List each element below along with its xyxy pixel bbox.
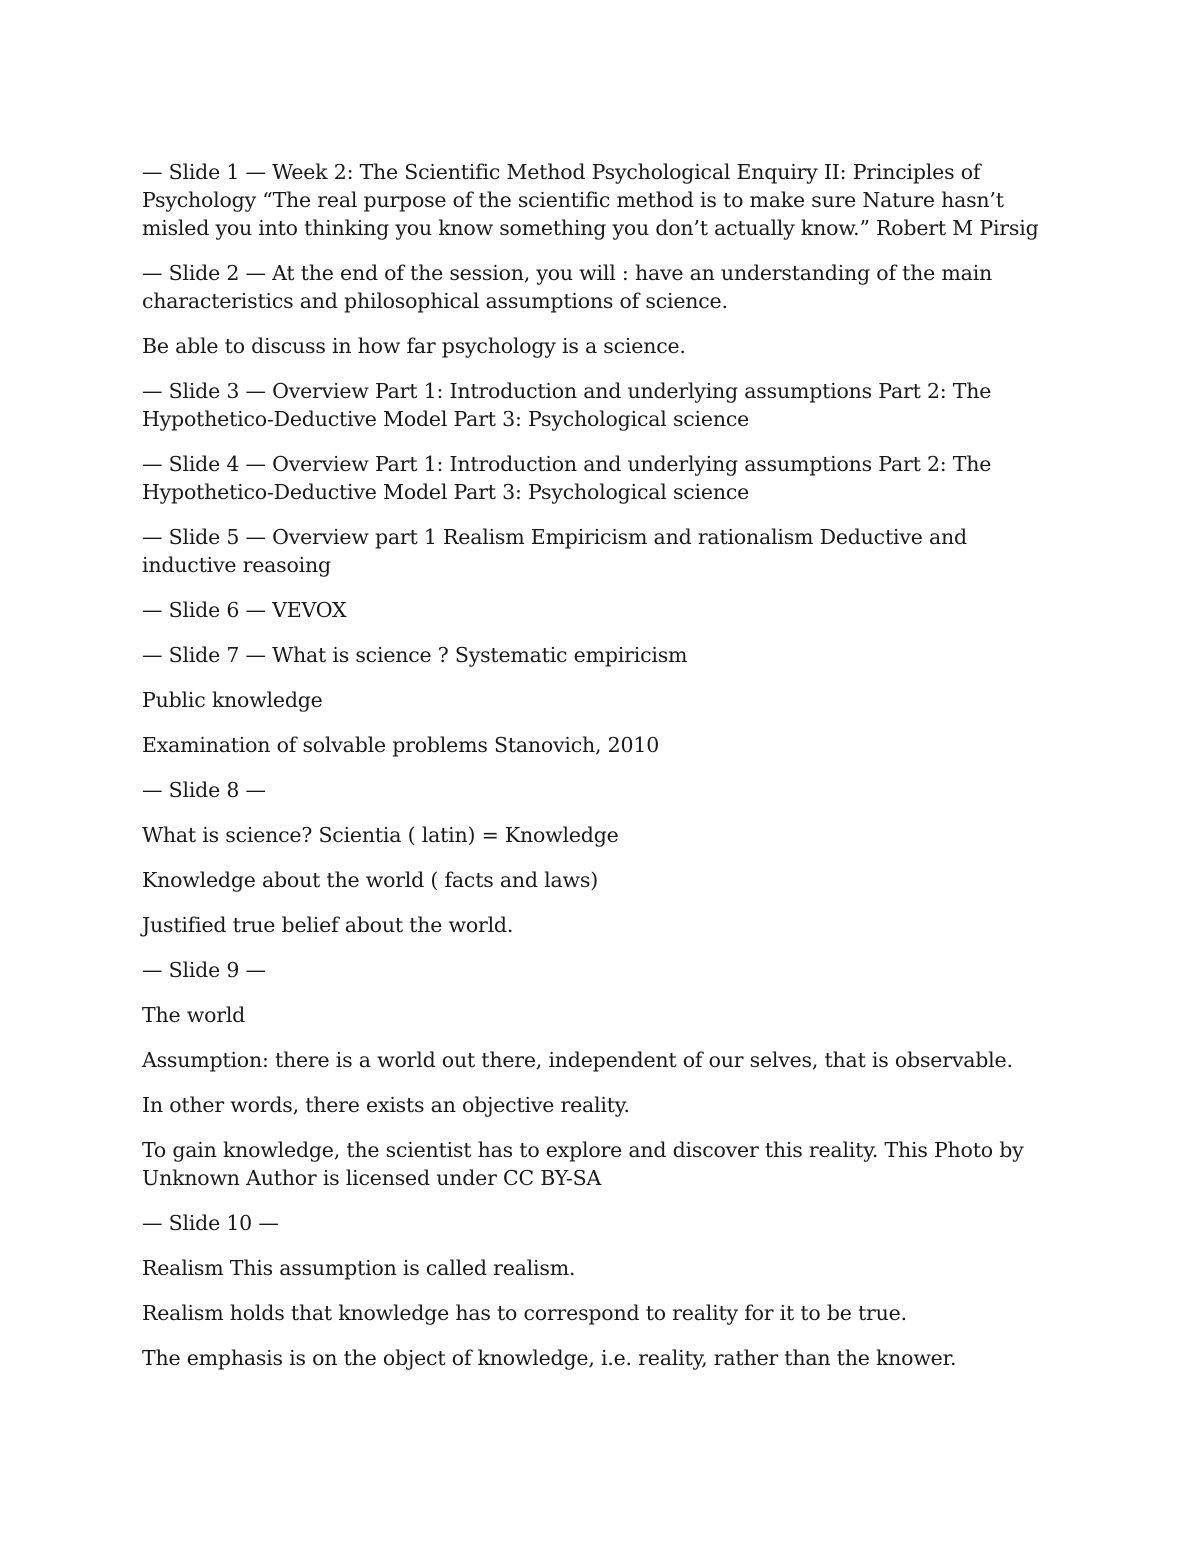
paragraph-what-is-science: What is science? Scientia ( latin) = Knowledge [142, 823, 619, 847]
paragraph-slide-6: — Slide 6 — VEVOX [142, 598, 347, 622]
paragraph-slide-1: — Slide 1 — Week 2: The Scientific Method Psychological Enquiry II: Principles of Psychology “The real purpose of the scientific method is to make sure Nature hasn’t misled you into thinking you know something you don’t actually know.” Robert M Pirsig [142, 160, 1039, 240]
paragraph-slide-7: — Slide 7 — What is science ? Systematic empiricism [142, 643, 688, 667]
paragraph-slide-2-goal: Be able to discuss in how far psychology is a science. [142, 334, 686, 358]
paragraph-slide-10: — Slide 10 — [142, 1211, 279, 1235]
paragraph-objective-reality: In other words, there exists an objective reality. [142, 1093, 630, 1117]
paragraph-gain-knowledge: To gain knowledge, the scientist has to explore and discover this reality. This Photo by Unknown Author is licensed under CC BY-SA [142, 1138, 1024, 1190]
paragraph-solvable-problems: Examination of solvable problems Stanovich, 2010 [142, 733, 660, 757]
paragraph-slide-4: — Slide 4 — Overview Part 1: Introduction and underlying assumptions Part 2: The Hypothetico-Deductive Model Part 3: Psychological science [142, 452, 992, 504]
paragraph-emphasis: The emphasis is on the object of knowledge, i.e. reality, rather than the knower. [142, 1346, 957, 1370]
paragraph-public-knowledge: Public knowledge [142, 688, 323, 712]
paragraph-the-world: The world [142, 1003, 246, 1027]
paragraph-justified-belief: Justified true belief about the world. [142, 913, 514, 937]
paragraph-slide-5: — Slide 5 — Overview part 1 Realism Empiricism and rationalism Deductive and inductive reasoing [142, 525, 967, 577]
paragraph-slide-8: — Slide 8 — [142, 778, 266, 802]
paragraph-slide-2: — Slide 2 — At the end of the session, you will : have an understanding of the main characteristics and philosophical assumptions of science. [142, 261, 993, 313]
paragraph-realism: Realism This assumption is called realism. [142, 1256, 576, 1280]
document-body [142, 158, 1062, 1389]
paragraph-realism-holds: Realism holds that knowledge has to correspond to reality for it to be true. [142, 1301, 907, 1325]
paragraph-knowledge-world: Knowledge about the world ( facts and laws) [142, 868, 598, 892]
paragraph-slide-9: — Slide 9 — [142, 958, 266, 982]
paragraph-assumption: Assumption: there is a world out there, independent of our selves, that is observable. [142, 1048, 1013, 1072]
paragraph-slide-3: — Slide 3 — Overview Part 1: Introduction and underlying assumptions Part 2: The Hypothetico-Deductive Model Part 3: Psychological science [142, 379, 992, 431]
